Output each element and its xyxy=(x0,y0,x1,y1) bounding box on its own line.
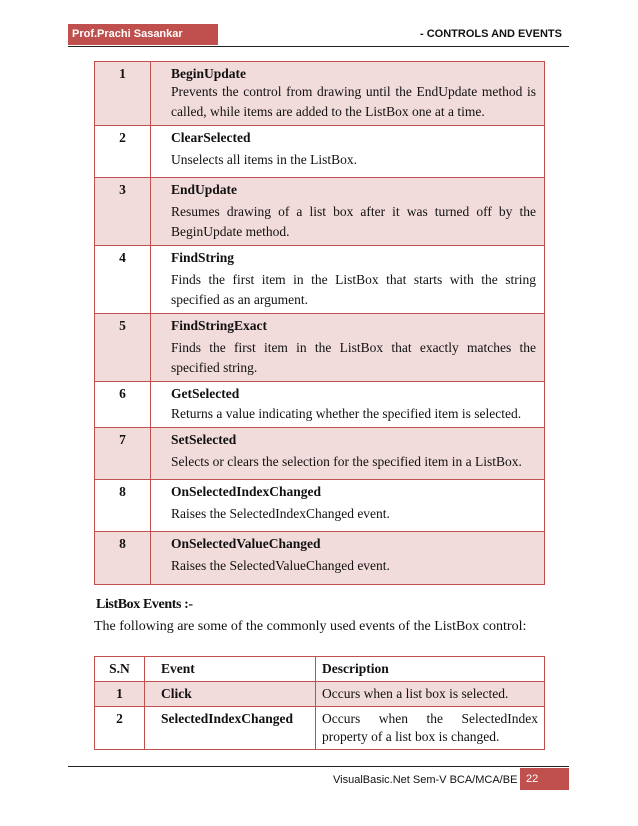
method-number: 8 xyxy=(95,532,151,585)
table-row xyxy=(95,682,545,707)
table-row xyxy=(95,480,545,532)
method-description: Prevents the control from drawing until the EndUpdate method is called, while items are added to the ListBox one at a time. xyxy=(171,84,536,119)
event-description: Occurs when the SelectedIndex property of a list box is changed. xyxy=(316,707,545,750)
method-name: FindStringExact xyxy=(171,318,268,333)
event-number: 2 xyxy=(95,707,145,750)
method-description: Returns a value indicating whether the specified item is selected. xyxy=(171,406,522,421)
method-name: FindString xyxy=(171,250,235,265)
page-number: 22 xyxy=(520,768,569,790)
method-description: Raises the SelectedValueChanged event. xyxy=(171,558,390,573)
method-number: 4 xyxy=(95,246,151,314)
footer-course: VisualBasic.Net Sem-V BCA/MCA/BE xyxy=(333,774,518,786)
method-name: OnSelectedIndexChanged xyxy=(171,484,322,499)
column-header: S.N xyxy=(95,657,145,682)
column-header: Event xyxy=(145,657,316,682)
events-heading: ListBox Events :- xyxy=(96,597,193,612)
method-name: GetSelected xyxy=(171,386,240,401)
method-name: BeginUpdate xyxy=(171,66,247,81)
method-number: 6 xyxy=(95,382,151,428)
header-chapter: - CONTROLS AND EVENTS xyxy=(420,28,562,40)
table-row xyxy=(95,532,545,585)
listbox-events-table xyxy=(94,656,545,750)
method-number: 1 xyxy=(95,62,151,126)
method-description: Selects or clears the selection for the specified item in a ListBox. xyxy=(171,454,522,469)
method-number: 5 xyxy=(95,314,151,382)
method-description: Finds the first item in the ListBox that starts with the string specified as an argument. xyxy=(171,272,536,307)
method-description: Finds the first item in the ListBox that exactly matches the specified string. xyxy=(171,340,536,375)
header-author: Prof.Prachi Sasankar xyxy=(68,24,218,45)
method-description: Resumes drawing of a list box after it was turned off by the BeginUpdate method. xyxy=(171,204,536,239)
table-row xyxy=(95,126,545,178)
method-name: ClearSelected xyxy=(171,130,251,145)
header-divider xyxy=(68,46,569,47)
method-number: 8 xyxy=(95,480,151,532)
table-row xyxy=(95,314,545,382)
method-number: 2 xyxy=(95,126,151,178)
table-row xyxy=(95,707,545,750)
column-header: Description xyxy=(316,657,545,682)
method-name: OnSelectedValueChanged xyxy=(171,536,321,551)
table-row xyxy=(95,382,545,428)
event-description: Occurs when a list box is selected. xyxy=(316,682,545,707)
event-number: 1 xyxy=(95,682,145,707)
table-row xyxy=(95,246,545,314)
event-name: Click xyxy=(145,682,316,707)
method-description: Unselects all items in the ListBox. xyxy=(171,152,357,167)
method-description: Raises the SelectedIndexChanged event. xyxy=(171,506,390,521)
listbox-methods-table xyxy=(94,61,545,585)
table-row xyxy=(95,178,545,246)
table-row xyxy=(95,62,545,126)
method-name: SetSelected xyxy=(171,432,237,447)
method-number: 3 xyxy=(95,178,151,246)
table-header-row xyxy=(95,657,545,682)
method-number: 7 xyxy=(95,428,151,480)
events-intro: The following are some of the commonly used events of the ListBox control: xyxy=(94,619,527,634)
footer-divider xyxy=(68,766,569,767)
method-name: EndUpdate xyxy=(171,182,238,197)
table-row xyxy=(95,428,545,480)
event-name: SelectedIndexChanged xyxy=(145,707,316,750)
